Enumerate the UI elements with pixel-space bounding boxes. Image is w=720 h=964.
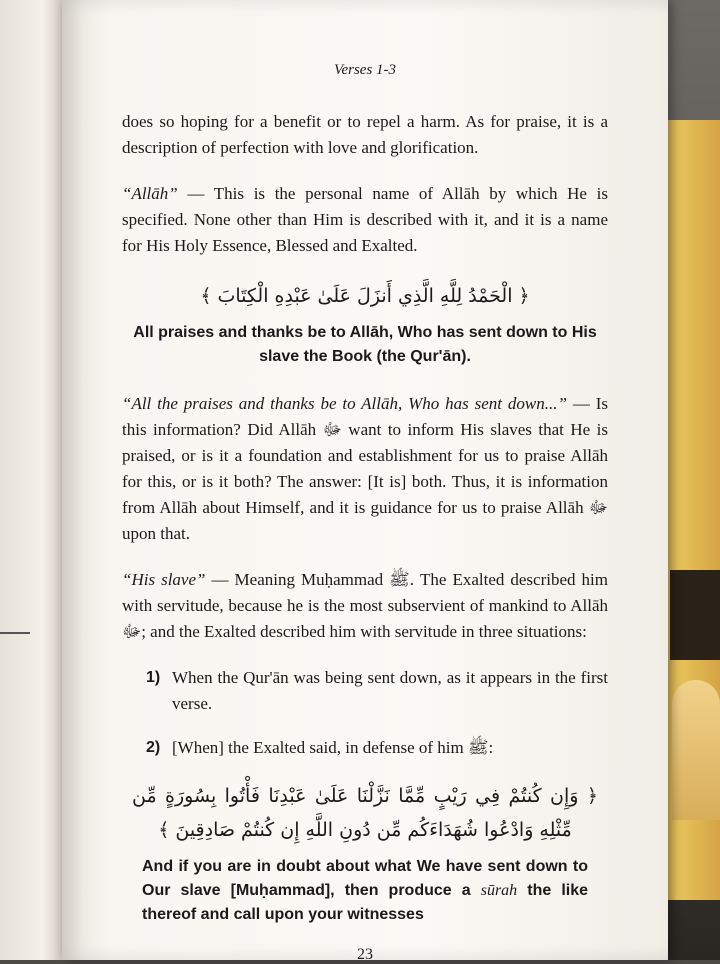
book-page [62,0,668,963]
translation-term: sūrah [480,882,518,899]
left-page-mark [0,632,30,634]
list-item-1 [122,665,608,717]
list-text: [When] the Exalted said, in defense of him ﷺ: [172,738,494,757]
ayah-arabic-2: ﴿ وَإِن كُنتُمْ فِي رَيْبٍ مِّمَّا نَزَّلْنَا عَلَىٰ عَبْدِنَا فَأْتُوا بِسُورَةٍ مِّن مِّثْلِهِ وَادْعُوا شُهَدَاءَكُم مِّن دُونِ اللَّهِ إِن كُنتُمْ صَادِقِينَ ﴾ [132,785,598,841]
paragraph-intro: does so hoping for a benefit or to repel a harm. As for praise, it is a description of perfection with love and glorification. [122,112,608,157]
translation-part: the like thereof and call upon your witnesses [142,882,589,923]
left-page-edge [0,0,62,960]
ayah-translation-2 [122,855,608,927]
book-arch-decoration [672,680,720,820]
list-number: 1) [146,669,161,686]
running-head: Verses 1-3 [333,62,397,78]
page-content [122,62,608,949]
ayah-arabic-1: ﴿ الْحَمْدُ لِلَّهِ الَّذِي أَنزَلَ عَلَىٰ عَبْدِهِ الْكِتَابَ ﴾ [200,285,530,307]
paragraph-text: — Is this information? Did Allāh ﷻ want to inform His slaves that He is praised, or is it a foundation and establishment for us to praise Allāh for this, or is it both? The answer: [It is] both. Thus, it is information from Allāh about Himself, and it is guidance for us to praise Allāh ﷻ upon that. [122,394,609,543]
paragraph-praises [122,391,608,547]
paragraph-lead: “His slave” [122,570,206,589]
paragraph-lead: “Allāh” [122,184,178,203]
list-text: When the Qur'ān was being sent down, as it appears in the first verse. [172,668,608,713]
paragraph-allah [122,181,608,259]
list-number: 2) [146,739,161,756]
paragraph-his-slave [122,567,608,645]
translation-part: And if you are in doubt about what We have sent down to Our slave [Muḥammad], then produce a [142,858,588,899]
list-item-2 [122,735,608,761]
book-band [670,570,720,660]
paragraph-text: — This is the personal name of Allāh by which He is specified. None other than Him is described with it, and it is a name for His Holy Essence, Blessed and Exalted. [122,184,608,255]
page-number: 23 [357,946,373,963]
paragraph-lead: “All the praises and thanks be to Allāh, Who has sent down...” [122,394,567,413]
ayah-translation-1: All praises and thanks be to Allāh, Who has sent down to His slave the Book (the Qur'ān). [133,324,597,365]
paragraph-text: — Meaning Muḥammad ﷺ. The Exalted described him with servitude, because he is the most subservient of mankind to Allāh ﷻ; and the Exalted described him with servitude in three situations: [122,570,608,641]
